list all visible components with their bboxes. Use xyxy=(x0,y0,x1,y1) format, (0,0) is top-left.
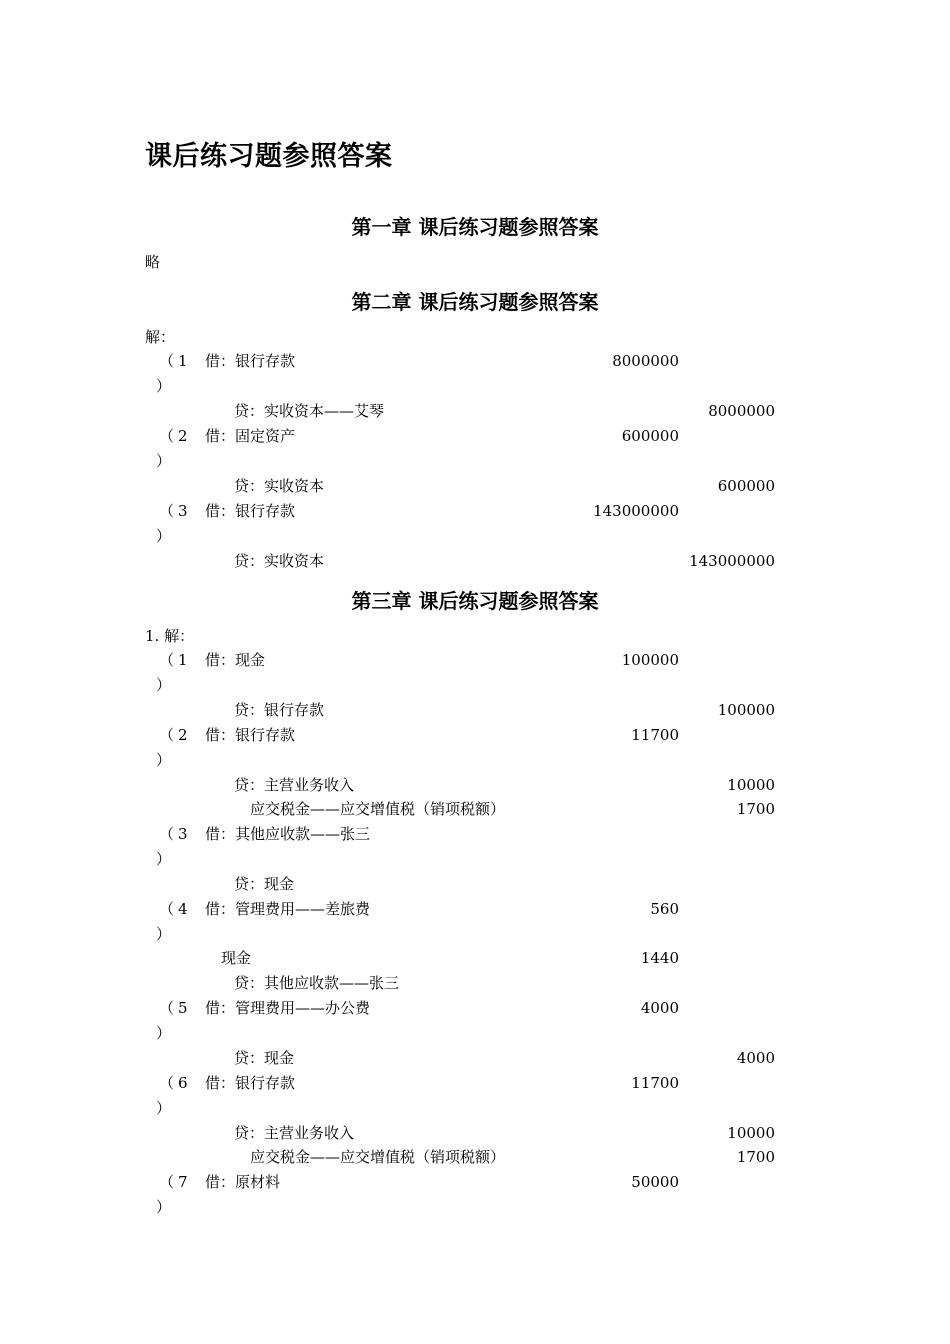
entry-credit-account: 贷：实收资本 xyxy=(234,477,325,495)
entry-number: 3 xyxy=(178,825,188,843)
entry-debit-account: 借：银行存款 xyxy=(205,726,296,744)
entry-paren-close: ） xyxy=(156,1099,172,1117)
journal-entry-debit-line xyxy=(0,499,950,545)
entry-credit-amount: 100000 xyxy=(717,701,775,719)
entry-debit-amount: 100000 xyxy=(621,651,679,669)
entry-number: 2 xyxy=(178,726,188,744)
chapter-1-body: 略 xyxy=(145,253,161,271)
entry-paren-open: （ xyxy=(159,825,175,843)
entry-debit-amount: 11700 xyxy=(631,726,679,744)
entry-number: 5 xyxy=(178,999,188,1017)
entry-paren-close: ） xyxy=(156,1198,172,1216)
entry-debit-account: 借：管理费用——差旅费 xyxy=(205,900,371,918)
entry-credit-account: 贷：现金 xyxy=(234,1049,295,1067)
entry-debit-account: 借：原材料 xyxy=(205,1173,281,1191)
entry-debit-account: 借：其他应收款——张三 xyxy=(205,825,371,843)
entry-number: 2 xyxy=(178,427,188,445)
entry-credit-account: 贷：实收资本——艾琴 xyxy=(234,402,385,420)
journal-entry-credit-line xyxy=(0,474,950,499)
entry-credit-amount: 10000 xyxy=(727,776,775,794)
chapter-2-heading: 第二章 课后练习题参照答案 xyxy=(351,290,599,314)
entry-credit-account: 贷：主营业务收入 xyxy=(234,1124,355,1142)
entry-credit-account: 贷：主营业务收入 xyxy=(234,776,355,794)
entry-credit-account: 贷：银行存款 xyxy=(234,701,325,719)
entry-credit-amount: 143000000 xyxy=(689,552,775,570)
entry-paren-close: ） xyxy=(156,751,172,769)
entry-paren-open: （ xyxy=(159,999,175,1017)
journal-entry-debit-line xyxy=(0,946,950,971)
entry-paren-open: （ xyxy=(159,352,175,370)
entry-debit-amount: 560 xyxy=(650,900,679,918)
journal-entry-debit-line xyxy=(0,897,950,943)
entry-credit-account: 贷：实收资本 xyxy=(234,552,325,570)
journal-entry-credit-line xyxy=(0,549,950,574)
entry-paren-open: （ xyxy=(159,502,175,520)
journal-entry-credit-line xyxy=(0,1046,950,1071)
entry-paren-open: （ xyxy=(159,651,175,669)
entry-credit-amount-secondary: 1700 xyxy=(736,1148,775,1166)
entry-paren-close: ） xyxy=(156,925,172,943)
entry-paren-open: （ xyxy=(159,1074,175,1092)
entry-number: 4 xyxy=(178,900,188,918)
entry-credit-account: 贷：现金 xyxy=(234,875,295,893)
journal-entry-debit-line xyxy=(0,1170,950,1216)
entry-paren-close: ） xyxy=(156,1024,172,1042)
entry-debit-amount: 600000 xyxy=(621,427,679,445)
journal-entry-credit-line xyxy=(0,971,950,996)
entry-debit-account: 借：银行存款 xyxy=(205,352,296,370)
entry-credit-amount: 4000 xyxy=(736,1049,775,1067)
entry-debit-account: 借：现金 xyxy=(205,651,266,669)
document-title: 课后练习题参照答案 xyxy=(145,141,393,172)
entry-paren-close: ） xyxy=(156,676,172,694)
entry-debit-account: 借：银行存款 xyxy=(205,1074,296,1092)
journal-entry-debit-line xyxy=(0,349,950,395)
chapter-1-body-line xyxy=(0,250,950,275)
entry-debit-amount: 11700 xyxy=(631,1074,679,1092)
entry-number: 6 xyxy=(178,1074,188,1092)
entry-debit-account-secondary: 现金 xyxy=(221,949,252,967)
entry-credit-amount: 600000 xyxy=(717,477,775,495)
entry-paren-close: ） xyxy=(156,850,172,868)
entry-debit-amount-secondary: 1440 xyxy=(640,949,679,967)
entry-paren-open: （ xyxy=(159,726,175,744)
journal-entry-credit-line xyxy=(0,698,950,723)
journal-entry-credit-line xyxy=(0,773,950,798)
entry-number: 7 xyxy=(178,1173,188,1191)
entry-debit-account: 借：银行存款 xyxy=(205,502,296,520)
entry-paren-open: （ xyxy=(159,1173,175,1191)
journal-entry-credit-line xyxy=(0,399,950,424)
chapter-1-heading: 第一章 课后练习题参照答案 xyxy=(351,215,599,239)
journal-entry-debit-line xyxy=(0,1071,950,1117)
entry-credit-amount-secondary: 1700 xyxy=(736,800,775,818)
entry-paren-close: ） xyxy=(156,377,172,395)
entry-number: 1 xyxy=(178,352,188,370)
entry-number: 1 xyxy=(178,651,188,669)
entry-debit-account: 借：管理费用——办公费 xyxy=(205,999,371,1017)
journal-entry-credit-line xyxy=(0,1121,950,1146)
entry-paren-close: ） xyxy=(156,452,172,470)
journal-entry-credit-line xyxy=(0,872,950,897)
entry-credit-account: 贷：其他应收款——张三 xyxy=(234,974,400,992)
journal-entry-debit-line xyxy=(0,424,950,470)
journal-entry-credit-line xyxy=(0,797,950,822)
entry-debit-amount: 50000 xyxy=(631,1173,679,1191)
entry-debit-amount: 8000000 xyxy=(612,352,679,370)
journal-entry-debit-line xyxy=(0,648,950,694)
chapter-2-intro-line xyxy=(0,325,950,350)
chapter-3-heading: 第三章 课后练习题参照答案 xyxy=(351,589,599,613)
entry-number: 3 xyxy=(178,502,188,520)
entry-debit-account: 借：固定资产 xyxy=(205,427,296,445)
chapter-3-intro: 1. 解： xyxy=(145,627,195,645)
entry-paren-open: （ xyxy=(159,900,175,918)
entry-debit-amount: 143000000 xyxy=(593,502,679,520)
journal-entry-credit-line xyxy=(0,1145,950,1170)
chapter-3-intro-line xyxy=(0,624,950,649)
entry-credit-account-secondary: 应交税金——应交增值税（销项税额） xyxy=(250,1148,506,1166)
entry-debit-amount: 4000 xyxy=(640,999,679,1017)
entry-credit-account-secondary: 应交税金——应交增值税（销项税额） xyxy=(250,800,506,818)
journal-entry-debit-line xyxy=(0,723,950,769)
entry-paren-open: （ xyxy=(159,427,175,445)
entry-paren-close: ） xyxy=(156,527,172,545)
entry-credit-amount: 10000 xyxy=(727,1124,775,1142)
entry-credit-amount: 8000000 xyxy=(708,402,775,420)
journal-entry-debit-line xyxy=(0,822,950,868)
journal-entry-debit-line xyxy=(0,996,950,1042)
chapter-2-intro: 解： xyxy=(145,328,176,346)
